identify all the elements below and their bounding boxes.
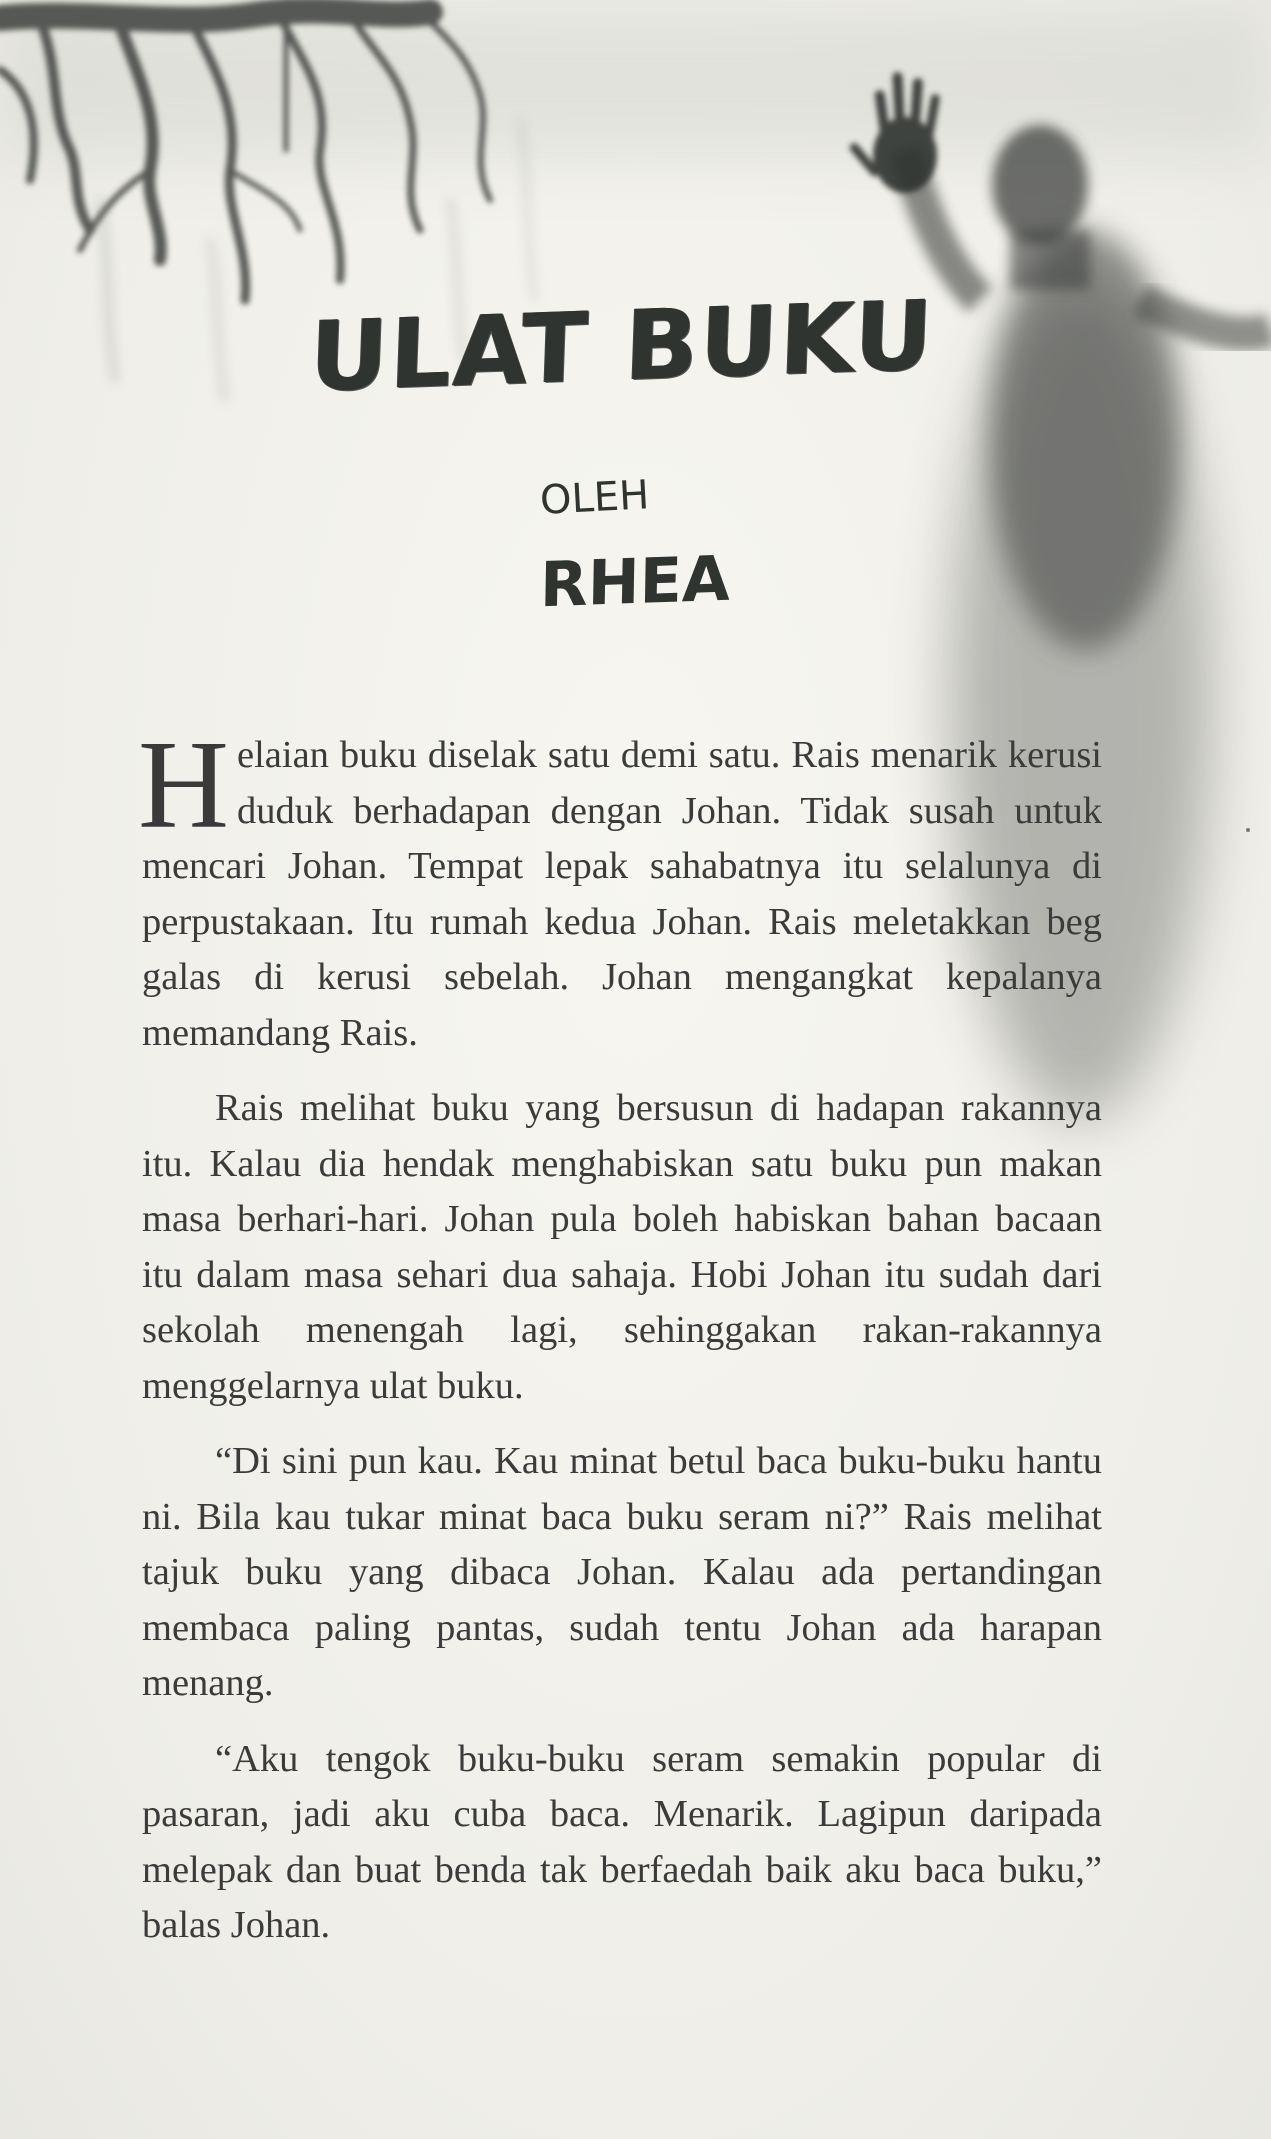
paragraph-3: “Di sini pun kau. Kau minat betul baca buku-buku hantu ni. Bila kau tukar minat baca buku seram ni?” Rais melihat tajuk buku yang dibaca Johan. Kalau ada pertandingan membaca paling pantas, sudah tentu Johan ada harapan menang. (142, 1440, 1102, 1704)
branches-silhouette (0, 0, 490, 300)
author-name: RHEA (539, 541, 731, 622)
paragraph-1 (138, 716, 1102, 1061)
paragraph-2: Rais melihat buku yang bersusun di hadapan rakannya itu. Kalau dia hendak menghabiskan satu buku pun makan masa berhari-hari. Johan pula boleh habiskan bahan bacaan itu dalam masa sehari dua sahaja. Hobi Johan itu sudah dari sekolah menengah lagi, sehinggakan rakan-rakannya menggelarnya ulat buku. (142, 1087, 1102, 1407)
byline-label: OLEH (538, 472, 651, 524)
story-body (138, 716, 1102, 1974)
paragraph-4: “Aku tengok buku-buku seram semakin popular di pasaran, jadi aku cuba baca. Menarik. Lagipun daripada melepak dan buat benda tak berfaedah baik aku baca buku,” balas Johan. (142, 1737, 1102, 1946)
paragraph-1-text: elaian buku diselak satu demi satu. Rais menarik kerusi duduk berhadapan dengan Johan. Tidak susah untuk mencari Johan. Tempat lepak sahabatnya itu selalunya di perpustakaan. Itu rumah kedua Johan. Rais meletakkan beg galas di kerusi sebelah. Johan mengangkat kepalanya memandang Rais. (142, 734, 1102, 1054)
story-title: ULAT BUKU (308, 279, 937, 414)
drop-cap: H (138, 716, 229, 855)
hand-silhouette (848, 72, 940, 193)
